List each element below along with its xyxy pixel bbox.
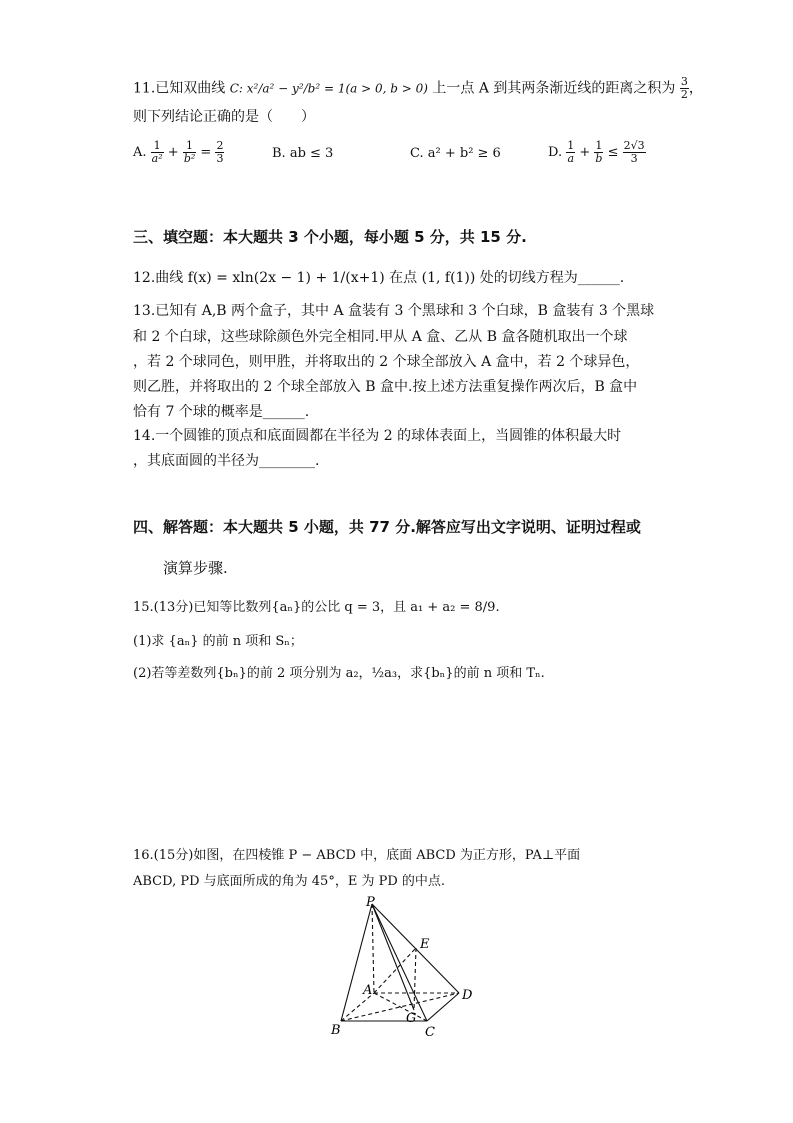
q16-line2: ABCD, PD 与底面所成的角为 45°，E 为 PD 的中点. bbox=[133, 874, 446, 889]
q11-option-a: A. $\frac{1}{\text{a²}}$ + $\frac{1}{\text{b²}}$ = $\frac{2}{3}$ bbox=[133, 139, 224, 165]
edge-EG bbox=[414, 948, 416, 1010]
label-P: P bbox=[366, 895, 375, 910]
edge-PC bbox=[372, 904, 427, 1021]
q16-line1: 16.(15分)如图，在四棱锥 P − ABCD 中，底面 ABCD 为正方形，PA⊥平面 bbox=[133, 848, 581, 863]
edge-BD bbox=[341, 993, 459, 1021]
q11-line1 bbox=[133, 76, 703, 101]
q11-fraction bbox=[680, 76, 689, 101]
q14-line1: 14.一个圆锥的顶点和底面圆都在半径为 2 的球体表面上，当圆锥的体积最大时 bbox=[133, 428, 622, 444]
frac-num: 3 bbox=[680, 75, 688, 88]
q13-line5: 恰有 7 个球的概率是______. bbox=[133, 404, 310, 420]
section4-heading: 四、解答题：本大题共 5 小题，共 77 分.解答应写出文字说明、证明过程或 bbox=[133, 518, 641, 536]
section4-heading2: 演算步骤. bbox=[163, 559, 228, 577]
q15-line1: 15.(13分)已知等比数列{aₙ}的公比 q = 3，且 a₁ + a₂ = 8/9. bbox=[133, 600, 500, 615]
q15-line3: (2)若等差数列{bₙ}的前 2 项分别为 a₂，½a₃，求{bₙ}的前 n 项和 Tₙ. bbox=[133, 666, 545, 681]
edge-AC bbox=[374, 993, 427, 1021]
edge-PG bbox=[372, 904, 414, 1010]
label-E: E bbox=[420, 937, 430, 952]
q11-tail: ， bbox=[688, 80, 703, 97]
q13-line3: ，若 2 个球同色，则甲胜，并将取出的 2 个球全部放入 A 盒中，若 2 个球异色， bbox=[133, 354, 640, 370]
hyperbola-equation: C: x²/a² − y²/b² = 1(a > 0, b > 0) bbox=[229, 81, 428, 96]
q13-line2: 和 2 个白球，这些球除颜色外完全相同.甲从 A 盒、乙从 B 盒各随机取出一个球 bbox=[133, 329, 628, 345]
q11-prefix: 11.已知双曲线 bbox=[133, 80, 230, 97]
q15-line2: (1)求 {aₙ} 的前 n 项和 Sₙ； bbox=[133, 634, 303, 649]
q11-suffix: 上一点 A 到其两条渐近线的距离之积为 bbox=[432, 80, 676, 97]
opt-d-label: D. bbox=[548, 145, 563, 160]
q13-line4: 则乙胜，并将取出的 2 个球全部放入 B 盒中.按上述方法重复操作两次后，B 盒中 bbox=[133, 379, 638, 395]
edge-CD bbox=[427, 993, 459, 1021]
section3-heading: 三、填空题：本大题共 3 个小题，每小题 5 分，共 15 分. bbox=[133, 228, 527, 246]
q14-line2: ，其底面圆的半径为________. bbox=[133, 453, 320, 469]
edge-AE bbox=[374, 948, 416, 993]
q11-line2: 则下列结论正确的是（ ） bbox=[133, 109, 315, 125]
label-D: D bbox=[462, 988, 473, 1003]
edge-PA bbox=[372, 904, 374, 993]
q11-option-d: D. $\frac{1}{a}$ + $\frac{1}{b}$ ≤ $\frac{2√3}{3}$ bbox=[548, 139, 645, 165]
label-C: C bbox=[425, 1025, 435, 1040]
frac-den: 2 bbox=[680, 88, 688, 101]
edge-PB bbox=[341, 904, 372, 1021]
label-G: G bbox=[406, 1011, 417, 1026]
edge-PD bbox=[372, 904, 459, 993]
q11-option-c: C. a² + b² ≥ 6 bbox=[410, 146, 501, 161]
q11-option-b: B. ab ≤ 3 bbox=[272, 146, 334, 161]
edge-BA bbox=[341, 993, 374, 1021]
label-B: B bbox=[331, 1023, 341, 1038]
q12-text: 12.曲线 f(x) = xln(2x − 1) + 1/(x+1) 在点 (1, f(1)) 处的切线方程为______. bbox=[133, 270, 625, 286]
label-A: A bbox=[363, 983, 373, 998]
opt-a-label: A. bbox=[133, 145, 147, 160]
q13-line1: 13.已知有 A,B 两个盒子，其中 A 盒装有 3 个黑球和 3 个白球，B 盒装有 3 个黑球 bbox=[133, 303, 655, 319]
